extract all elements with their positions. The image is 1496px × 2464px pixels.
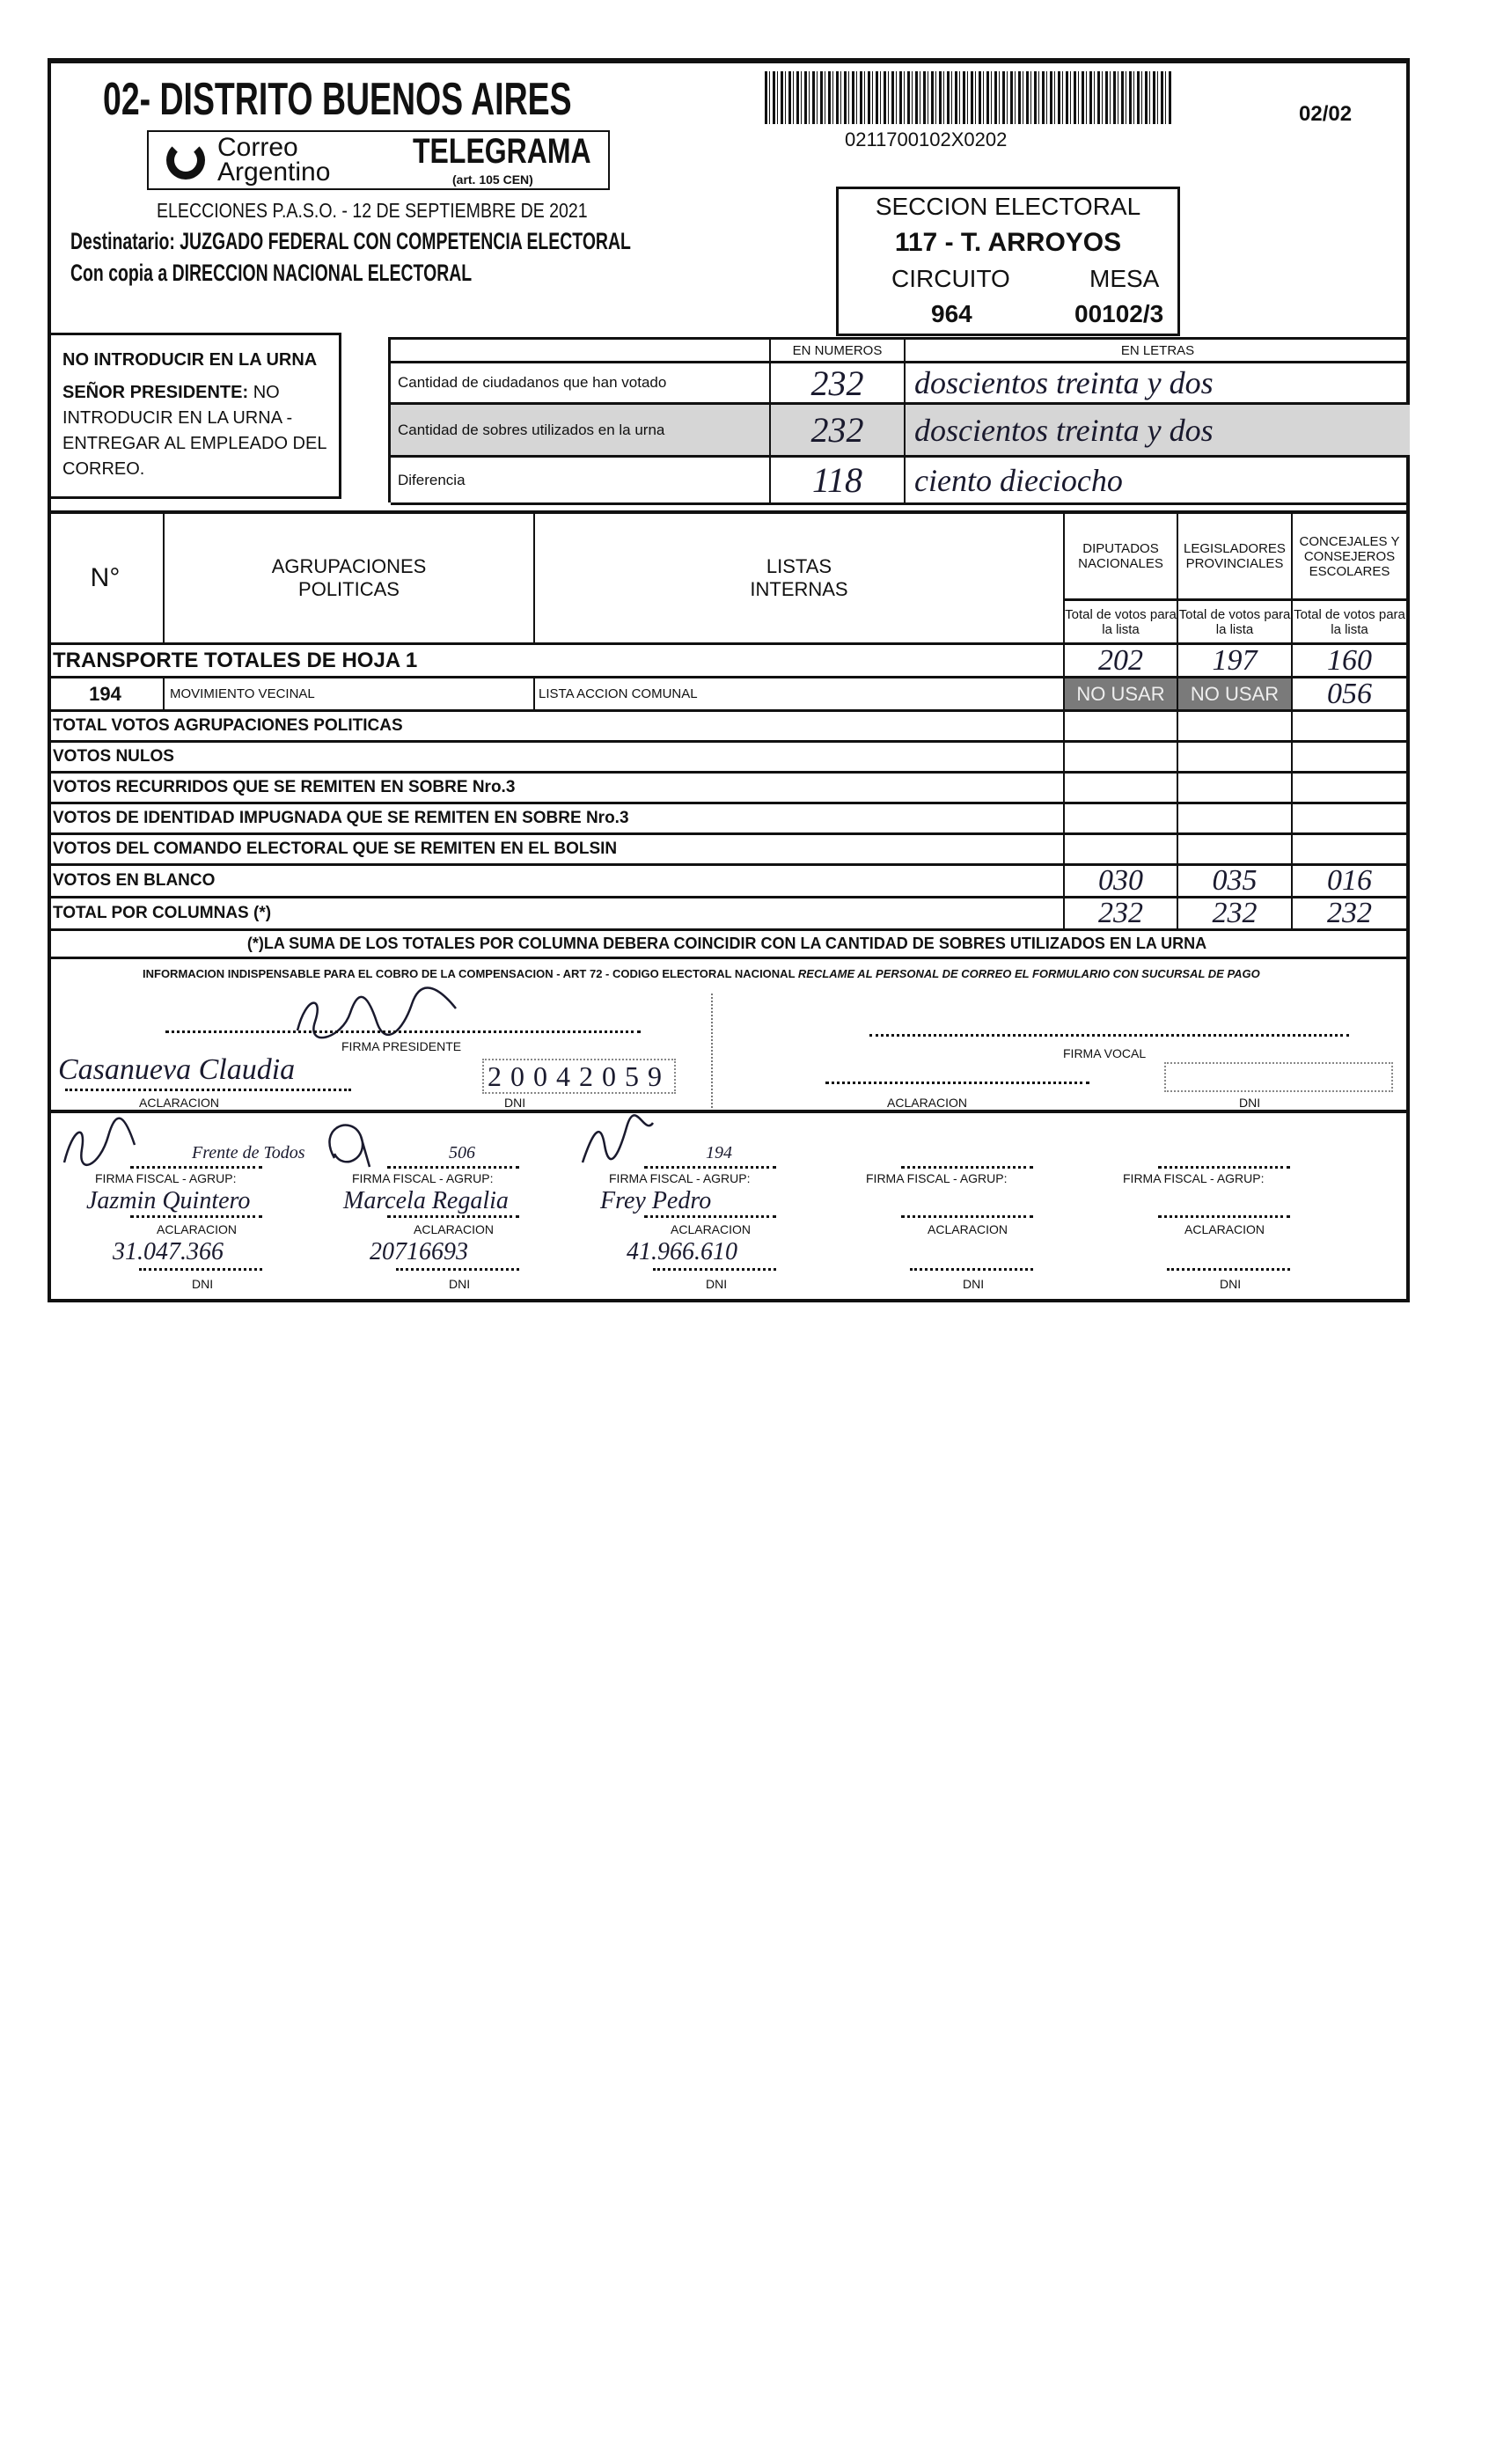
vote-cell[interactable]: 030 xyxy=(1065,866,1178,898)
subheader-concejales: Total de votos para la lista xyxy=(1293,601,1406,645)
count-number[interactable]: 232 xyxy=(771,363,906,405)
fiscal-signature xyxy=(574,1118,662,1171)
aclaracion-label: ACLARACION xyxy=(928,1222,1008,1236)
col-numbers: EN NUMEROS xyxy=(771,340,906,363)
vote-cell[interactable]: 016 xyxy=(1293,866,1406,898)
fiscal-agrup: 506 xyxy=(449,1143,475,1162)
header-legisladores: LEGISLADORES PROVINCIALES xyxy=(1178,514,1293,601)
compensation-info: INFORMACION INDISPENSABLE PARA EL COBRO DE LA COMPENSACION - ART 72 - CODIGO ELECTORAL NACIONAL RECLAME AL PERSONAL DE CORREO EL FORMULARIO CON SUCURSAL DE PAGO xyxy=(143,967,1260,980)
vote-cell[interactable] xyxy=(1293,835,1406,866)
brand-name: Correo Argentino xyxy=(217,133,331,187)
firma-presidente-label: FIRMA PRESIDENTE xyxy=(341,1039,462,1053)
count-label: Cantidad de ciudadanos que han votado xyxy=(391,363,771,405)
section-label: SECCION ELECTORAL xyxy=(875,193,1141,220)
party-name: MOVIMIENTO VECINAL xyxy=(165,678,535,712)
count-letters[interactable]: doscientos treinta y dos xyxy=(906,363,1410,405)
firma-fiscal-label: FIRMA FISCAL - AGRUP: xyxy=(95,1171,237,1185)
row-label: TOTAL POR COLUMNAS (*) xyxy=(53,904,272,922)
dni-label: DNI xyxy=(504,1096,526,1110)
totals-row xyxy=(48,743,1065,774)
firma-fiscal-label: FIRMA FISCAL - AGRUP: xyxy=(609,1171,751,1185)
counts-table xyxy=(388,337,1410,502)
fiscal-signature xyxy=(60,1118,148,1171)
election-name: ELECCIONES P.A.S.O. - 12 DE SEPTIEMBRE DE 2021 xyxy=(157,199,588,222)
notice-body: NO INTRODUCIR EN LA URNA - ENTREGAR AL EMPLEADO DEL CORREO. xyxy=(62,383,326,479)
vote-cell[interactable] xyxy=(1178,774,1293,804)
header-diputados: DIPUTADOS NACIONALES xyxy=(1065,514,1178,601)
fiscal-agrup: Frente de Todos xyxy=(192,1143,305,1162)
notice-bold: SEÑOR PRESIDENTE: xyxy=(62,383,249,402)
vote-cell[interactable]: 035 xyxy=(1178,866,1293,898)
count-number[interactable]: 232 xyxy=(771,405,906,458)
doc-article: (art. 105 CEN) xyxy=(452,172,533,187)
circuit-label: CIRCUITO xyxy=(891,265,1010,292)
row-label: VOTOS RECURRIDOS QUE SE REMITEN EN SOBRE Nro.3 xyxy=(53,778,516,796)
count-label: Diferencia xyxy=(391,458,771,505)
president-name: Casanueva Claudia xyxy=(58,1053,296,1086)
vote-cell[interactable] xyxy=(1293,743,1406,774)
row-label: VOTOS DE IDENTIDAD IMPUGNADA QUE SE REMITEN EN SOBRE Nro.3 xyxy=(53,809,629,827)
aclaracion-label: ACLARACION xyxy=(1184,1222,1265,1236)
firma-vocal-label: FIRMA VOCAL xyxy=(1063,1046,1147,1060)
fiscal-signature xyxy=(317,1118,405,1171)
vote-cell[interactable]: 160 xyxy=(1293,645,1406,678)
table-note: (*)LA SUMA DE LOS TOTALES POR COLUMNA DEBERA COINCIDIR CON LA CANTIDAD DE SOBRES UTILIZADOS EN LA URNA xyxy=(48,931,1406,959)
aclaracion-label: ACLARACION xyxy=(414,1222,495,1236)
row-label: VOTOS EN BLANCO xyxy=(53,871,216,890)
vote-cell[interactable] xyxy=(1065,774,1178,804)
totals-row xyxy=(48,804,1065,835)
vote-cell[interactable] xyxy=(1293,774,1406,804)
notice-title: NO INTRODUCIR EN LA URNA xyxy=(62,350,318,370)
vote-cell[interactable]: 197 xyxy=(1178,645,1293,678)
firma-fiscal-label: FIRMA FISCAL - AGRUP: xyxy=(866,1171,1008,1185)
header-number: N° xyxy=(48,514,165,645)
party-number: 194 xyxy=(48,678,165,712)
aclaracion-label: ACLARACION xyxy=(157,1222,238,1236)
fiscal-name: Marcela Regalia xyxy=(343,1187,509,1214)
transporte-label: TRANSPORTE TOTALES DE HOJA 1 xyxy=(53,648,418,672)
aclaracion-label: ACLARACION xyxy=(887,1096,968,1110)
mesa-value: 00102/3 xyxy=(1074,300,1164,327)
recipient: Destinatario: JUZGADO FEDERAL CON COMPETENCIA ELECTORAL xyxy=(70,228,631,254)
header-agrupaciones: AGRUPACIONES POLITICAS xyxy=(165,514,535,645)
barcode-text: 0211700102X0202 xyxy=(845,128,1008,150)
count-letters[interactable]: ciento dieciocho xyxy=(906,458,1410,505)
page-number: 02/02 xyxy=(1299,102,1353,126)
correo-logo-box xyxy=(147,130,610,190)
vote-cell[interactable] xyxy=(1178,743,1293,774)
mesa-label: MESA xyxy=(1089,265,1160,292)
copy-to: Con copia a DIRECCION NACIONAL ELECTORAL xyxy=(70,260,473,286)
party-list: LISTA ACCION COMUNAL xyxy=(535,678,1065,712)
vote-cell[interactable] xyxy=(1065,712,1178,743)
vote-cell[interactable] xyxy=(1065,743,1178,774)
barcode xyxy=(765,71,1172,124)
dni-label: DNI xyxy=(963,1277,985,1291)
district-title: 02- DISTRITO BUENOS AIRES xyxy=(103,74,572,125)
vote-cell[interactable]: 202 xyxy=(1065,645,1178,678)
fiscal-name: Frey Pedro xyxy=(600,1187,712,1214)
fiscal-agrup: 194 xyxy=(706,1143,732,1162)
aclaracion-label: ACLARACION xyxy=(139,1096,220,1110)
totals-row xyxy=(48,774,1065,804)
row-label: VOTOS NULOS xyxy=(53,747,174,766)
fiscal-dni: 31.047.366 xyxy=(113,1238,224,1265)
firma-fiscal-label: FIRMA FISCAL - AGRUP: xyxy=(352,1171,494,1185)
totals-row xyxy=(48,835,1065,866)
subheader-diputados: Total de votos para la lista xyxy=(1065,601,1178,645)
count-number[interactable]: 118 xyxy=(771,458,906,505)
totals-row xyxy=(48,866,1065,898)
aclaracion-label: ACLARACION xyxy=(671,1222,752,1236)
president-dni[interactable]: 20042059 xyxy=(482,1059,676,1094)
vote-cell[interactable]: 232 xyxy=(1293,898,1406,931)
header-concejales: CONCEJALES Y CONSEJEROS ESCOLARES xyxy=(1293,514,1406,601)
vote-cell[interactable] xyxy=(1178,835,1293,866)
dni-label: DNI xyxy=(192,1277,214,1291)
vote-cell: NO USAR xyxy=(1178,678,1293,712)
vote-cell[interactable] xyxy=(1065,804,1178,835)
firma-fiscal-label: FIRMA FISCAL - AGRUP: xyxy=(1123,1171,1265,1185)
count-letters[interactable]: doscientos treinta y dos xyxy=(906,405,1410,458)
dni-label: DNI xyxy=(1220,1277,1242,1291)
dni-label: DNI xyxy=(449,1277,471,1291)
subheader-legisladores: Total de votos para la lista xyxy=(1178,601,1293,645)
totals-row xyxy=(48,712,1065,743)
vote-cell[interactable] xyxy=(1178,712,1293,743)
vote-cell[interactable] xyxy=(1065,835,1178,866)
transporte-row xyxy=(48,645,1065,678)
header-listas: LISTAS INTERNAS xyxy=(535,514,1065,645)
row-label: VOTOS DEL COMANDO ELECTORAL QUE SE REMITEN EN EL BOLSIN xyxy=(53,840,618,858)
doc-type: TELEGRAMA xyxy=(413,132,591,171)
vote-cell[interactable]: 056 xyxy=(1293,678,1406,712)
section-box xyxy=(836,187,1180,336)
fiscal-name: Jazmin Quintero xyxy=(86,1187,251,1214)
vote-cell[interactable]: 232 xyxy=(1178,898,1293,931)
correo-logo-icon xyxy=(166,141,205,180)
vocal-dni-field[interactable] xyxy=(1164,1062,1393,1092)
dni-label: DNI xyxy=(706,1277,728,1291)
fiscal-dni: 20716693 xyxy=(370,1238,468,1265)
vote-cell[interactable]: 232 xyxy=(1065,898,1178,931)
totals-row xyxy=(48,898,1065,931)
circuit-value: 964 xyxy=(931,300,972,327)
row-label: TOTAL VOTOS AGRUPACIONES POLITICAS xyxy=(53,716,403,735)
fiscal-dni: 41.966.610 xyxy=(627,1238,737,1265)
authority-signatures xyxy=(51,958,1406,1113)
vote-cell[interactable] xyxy=(1293,712,1406,743)
vote-cell[interactable] xyxy=(1293,804,1406,835)
vote-cell[interactable] xyxy=(1178,804,1293,835)
fiscal-signatures xyxy=(51,1117,1406,1298)
notice-box xyxy=(48,333,341,499)
count-label: Cantidad de sobres utilizados en la urna xyxy=(391,405,771,458)
dni-label: DNI xyxy=(1239,1096,1261,1110)
vote-cell: NO USAR xyxy=(1065,678,1178,712)
col-letters: EN LETRAS xyxy=(906,340,1410,363)
section-value: 117 - T. ARROYOS xyxy=(894,228,1122,257)
